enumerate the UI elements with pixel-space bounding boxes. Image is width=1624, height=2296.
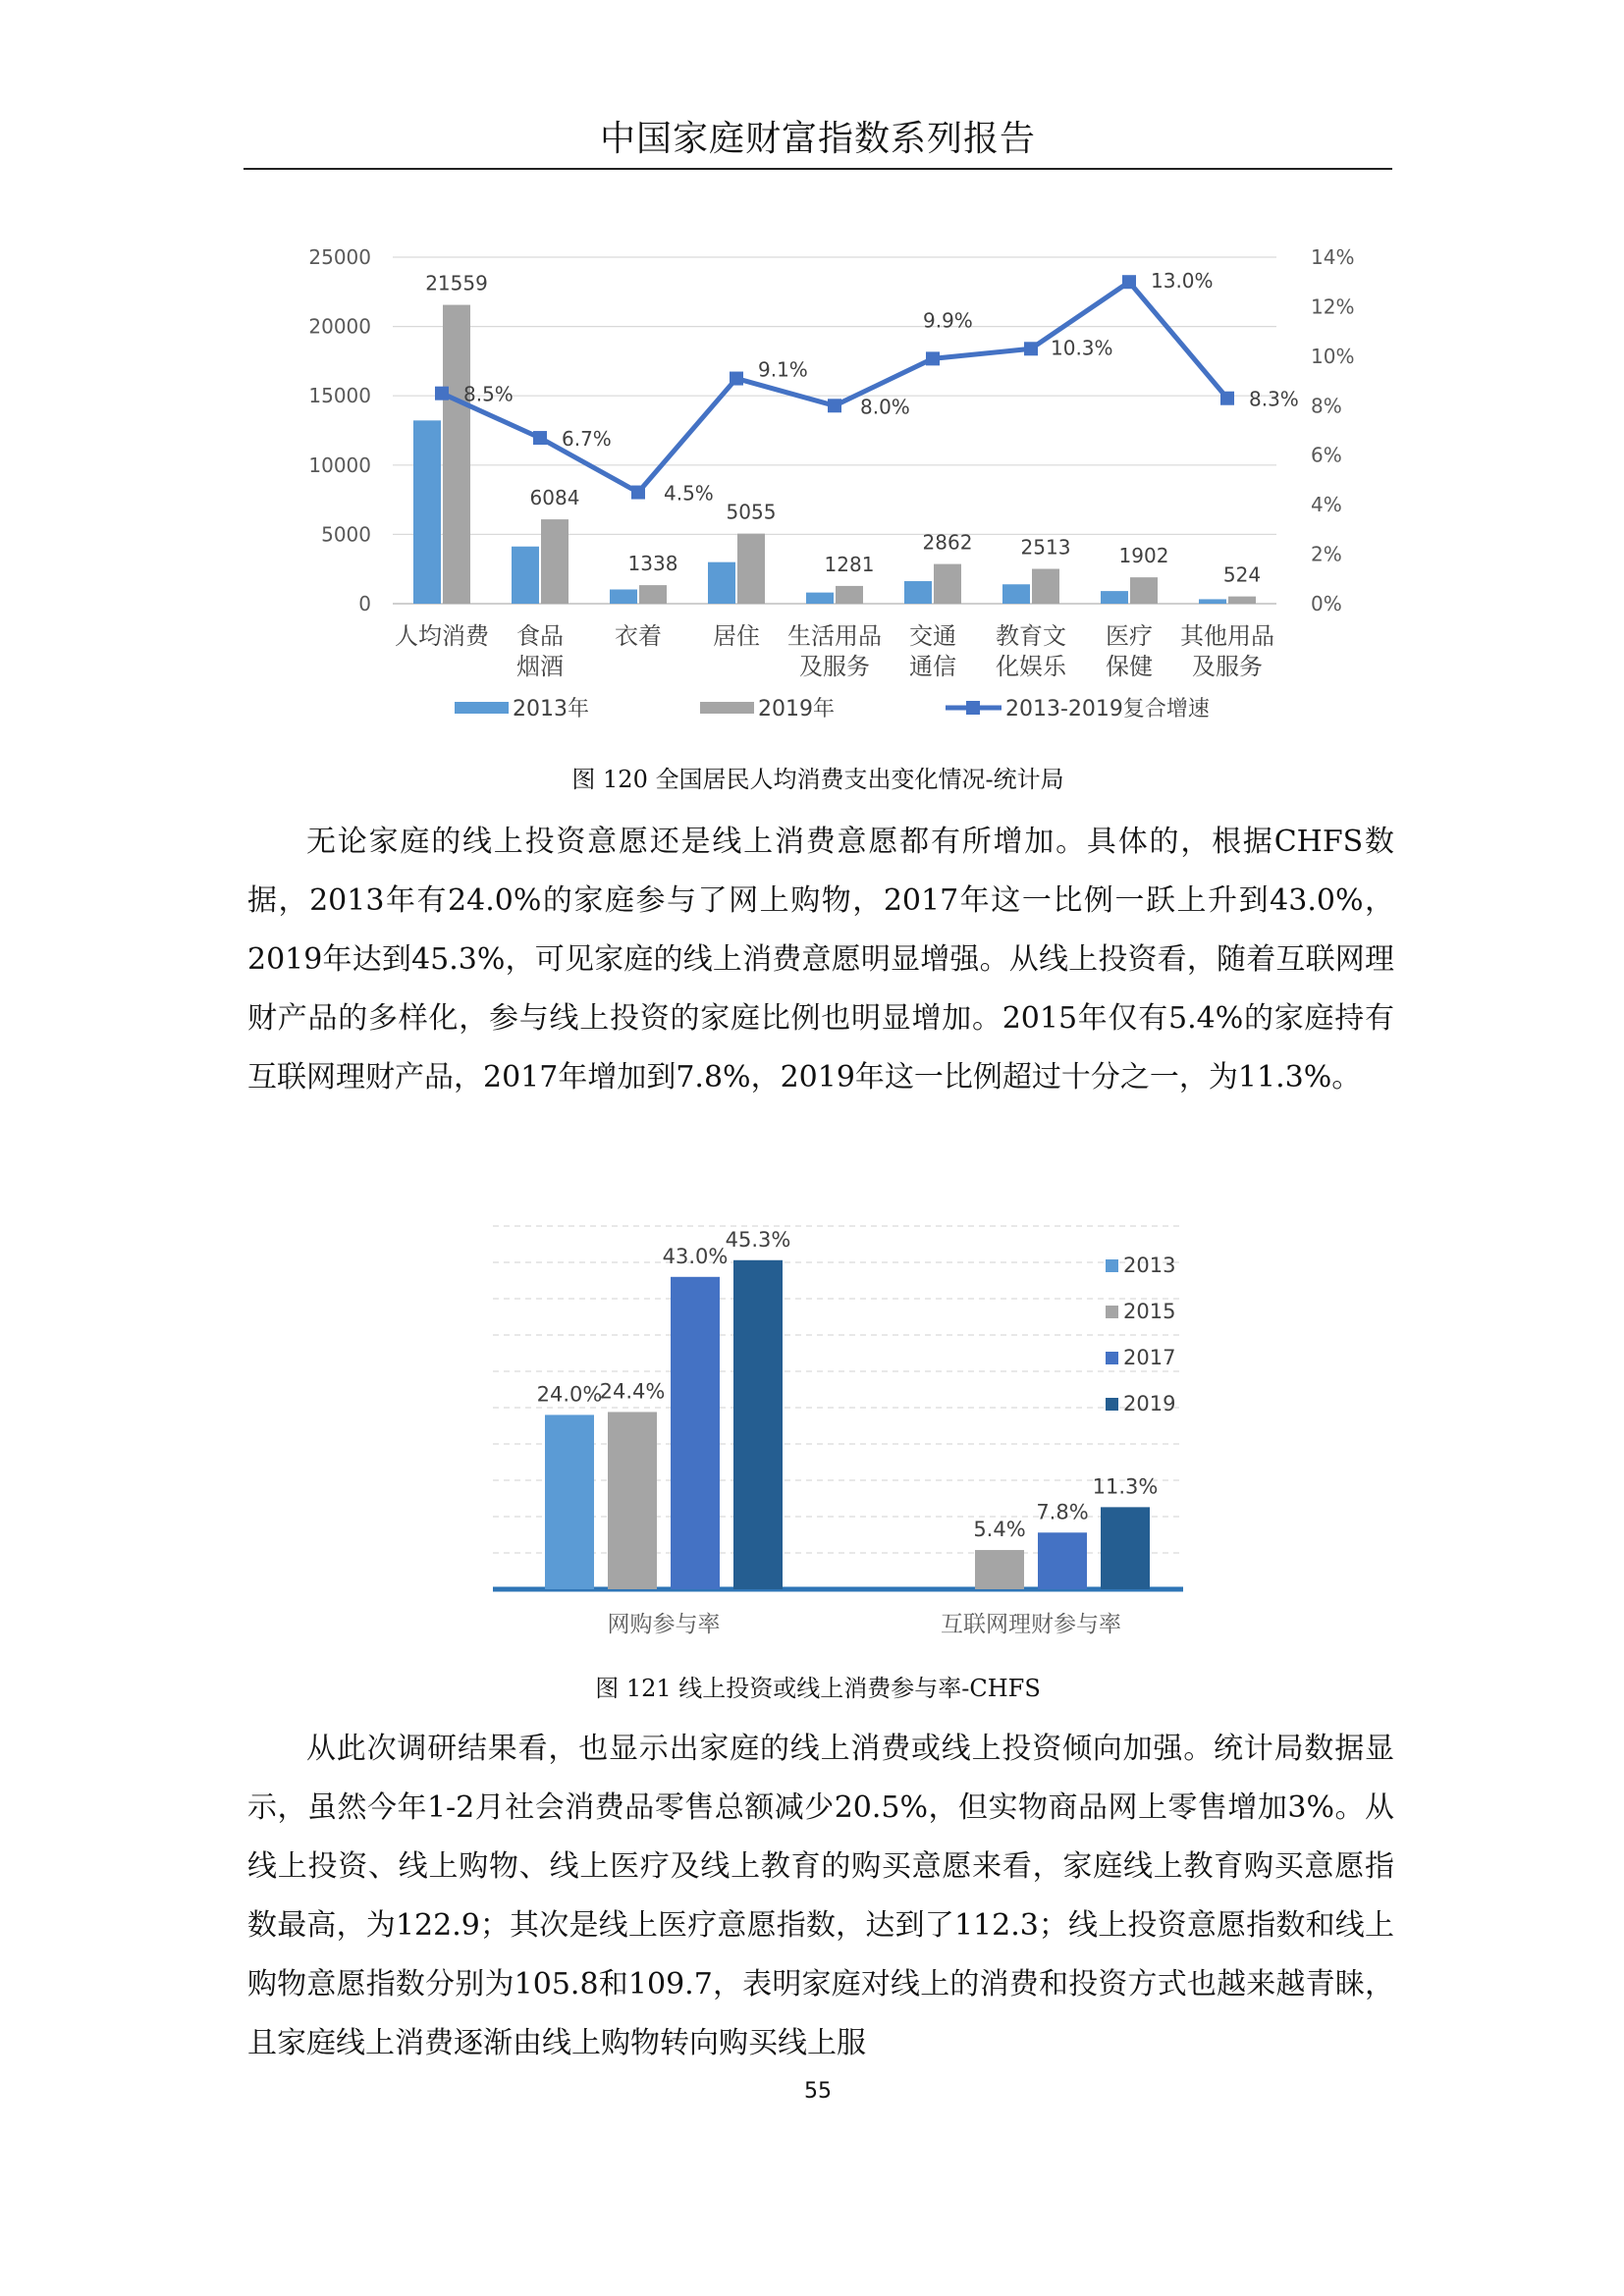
x-tick-label: 网购参与率 xyxy=(607,1612,721,1637)
x-tick-label: 人均消费 xyxy=(395,622,489,650)
page-number: 55 xyxy=(804,2079,832,2104)
data-label-2019: 5055 xyxy=(726,500,777,524)
data-label-2019: 21559 xyxy=(425,271,488,295)
bar-2013 xyxy=(545,1415,594,1589)
bar-2017 xyxy=(1038,1532,1087,1589)
data-label: 11.3% xyxy=(1092,1474,1159,1499)
y2-tick-label: 8% xyxy=(1311,394,1342,418)
x-tick-label: 保健 xyxy=(1106,653,1153,680)
y2-tick-label: 12% xyxy=(1311,294,1355,319)
data-label: 7.8% xyxy=(1036,1500,1089,1524)
data-label-2019: 2513 xyxy=(1020,535,1071,560)
y-tick-label: 10000 xyxy=(308,453,371,477)
y2-tick-label: 14% xyxy=(1311,245,1355,269)
y-tick-label: 0 xyxy=(358,592,371,615)
growth-label: 9.1% xyxy=(758,357,808,382)
growth-label: 6.7% xyxy=(562,427,612,452)
growth-label: 8.0% xyxy=(860,395,910,419)
x-tick-label: 通信 xyxy=(909,653,956,680)
legend-label: 2013 xyxy=(1123,1254,1176,1277)
data-label: 24.4% xyxy=(599,1379,666,1404)
legend-swatch xyxy=(1106,1352,1118,1364)
legend-swatch xyxy=(1106,1398,1118,1411)
x-tick-label: 烟酒 xyxy=(516,653,564,680)
y-tick-label: 20000 xyxy=(308,314,371,339)
legend-label-2019: 2019年 xyxy=(758,697,835,721)
x-tick-label: 化娱乐 xyxy=(996,653,1066,680)
data-label-2019: 1281 xyxy=(824,552,875,576)
legend-label: 2015 xyxy=(1123,1300,1176,1323)
x-tick-label: 食品 xyxy=(516,622,564,650)
x-tick-label: 其他用品 xyxy=(1180,622,1274,650)
x-tick-label: 交通 xyxy=(909,622,956,650)
y2-tick-label: 2% xyxy=(1311,542,1342,566)
legend-label-growth: 2013-2019复合增速 xyxy=(1005,697,1210,721)
legend-label: 2017 xyxy=(1123,1346,1176,1369)
figure-caption: 图 120 全国居民人均消费支出变化情况-统计局 xyxy=(571,766,1064,793)
bar-2015 xyxy=(975,1550,1024,1589)
y2-tick-label: 4% xyxy=(1311,493,1342,517)
y-tick-label: 5000 xyxy=(321,522,371,547)
legend-label-2013: 2013年 xyxy=(513,697,589,721)
y-tick-label: 25000 xyxy=(308,245,371,269)
legend-swatch xyxy=(1106,1306,1118,1318)
bar-2019 xyxy=(733,1260,783,1589)
x-tick-label: 衣着 xyxy=(615,622,662,650)
y2-tick-label: 10% xyxy=(1311,344,1355,368)
data-label: 45.3% xyxy=(725,1227,791,1252)
running-header: 中国家庭财富指数系列报告 xyxy=(599,119,1036,159)
data-label-2019: 1338 xyxy=(627,552,678,576)
x-tick-label: 及服务 xyxy=(1192,653,1263,680)
growth-label: 10.3% xyxy=(1051,336,1113,360)
data-label-2019: 6084 xyxy=(529,486,580,510)
data-label: 24.0% xyxy=(536,1382,603,1407)
legend-label: 2019 xyxy=(1123,1392,1176,1415)
bar-2019 xyxy=(1101,1507,1150,1589)
x-tick-label: 及服务 xyxy=(799,653,870,680)
growth-label: 8.3% xyxy=(1249,387,1299,411)
x-tick-label: 居住 xyxy=(713,622,760,650)
data-label-2019: 2862 xyxy=(922,530,973,555)
legend-swatch xyxy=(1106,1259,1118,1272)
x-tick-label: 教育文 xyxy=(996,622,1066,650)
data-label: 5.4% xyxy=(973,1518,1026,1542)
data-label: 43.0% xyxy=(662,1244,729,1268)
y-tick-label: 15000 xyxy=(308,384,371,408)
growth-label: 9.9% xyxy=(923,308,973,333)
growth-label: 13.0% xyxy=(1151,269,1214,294)
x-tick-label: 生活用品 xyxy=(787,622,882,650)
x-tick-label: 互联网理财参与率 xyxy=(941,1612,1121,1637)
growth-label: 8.5% xyxy=(463,382,514,406)
bar-2015 xyxy=(608,1412,657,1589)
figure-caption: 图 121 线上投资或线上消费参与率-CHFS xyxy=(595,1675,1041,1702)
body-paragraph: 从此次调研结果看，也显示出家庭的线上消费或线上投资倾向加强。统计局数据显示，虽然今年1-2月社会消费品零售总额减少20.5%，但实物商品网上零售增加3%。从线上投资、线上购物、线上医疗及线上教育的购买意愿来看，家庭线上教育购买意愿指数最高，为122.9；其次是线上医疗意愿指数，达到了112.3；线上投资意愿指数和线上购物意愿指数分别为105.8和109.7，表明家庭对线上的消费和投资方式也越来越青睐，且家庭线上消费逐渐由线上购物转向购买线上服 xyxy=(247,1732,1394,2060)
data-label-2019: 524 xyxy=(1222,562,1262,587)
y2-tick-label: 6% xyxy=(1311,443,1342,467)
bar-2017 xyxy=(671,1277,720,1589)
body-paragraph: 无论家庭的线上投资意愿还是线上消费意愿都有所增加。具体的，根据CHFS数据，2013年有24.0%的家庭参与了网上购物，2017年这一比例一跃上升到43.0%，2019年达到45.3%，可见家庭的线上消费意愿明显增强。从线上投资看，随着互联网理财产品的多样化，参与线上投资的家庭比例也明显增加。2015年仅有5.4%的家庭持有互联网理财产品，2017年增加到7.8%，2019年这一比例超过十分之一，为11.3%。 xyxy=(247,825,1394,1095)
data-label-2019: 1902 xyxy=(1118,544,1169,568)
growth-label: 4.5% xyxy=(664,481,714,506)
x-tick-label: 医疗 xyxy=(1106,622,1153,650)
y2-tick-label: 0% xyxy=(1311,592,1342,615)
